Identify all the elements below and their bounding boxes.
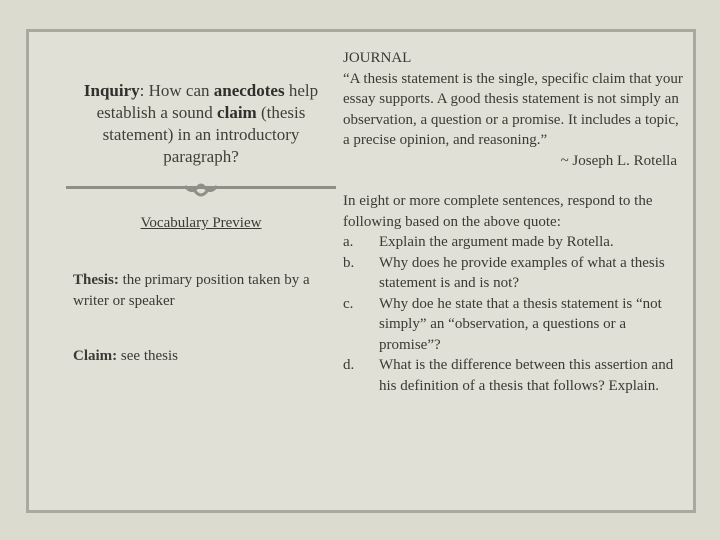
term: Thesis: — [73, 272, 119, 288]
slide-title — [70, 80, 332, 168]
ornament-icon — [183, 180, 219, 200]
prompt-text: In eight or more complete sentences, respond to the following based on the above quote: — [343, 193, 653, 230]
definition-text: the primary position taken by a writer or speaker — [73, 272, 310, 309]
question-list — [343, 232, 683, 396]
list-item — [343, 355, 683, 396]
list-item — [343, 294, 683, 356]
definition-text: see thesis — [117, 348, 178, 364]
title-text: (thesis statement) in an introductory paragraph? — [102, 103, 306, 166]
list-marker: d. — [343, 357, 355, 373]
journal-heading: JOURNAL — [343, 50, 412, 66]
list-marker: b. — [343, 254, 355, 271]
definition-claim — [73, 346, 333, 367]
term: Claim: — [73, 348, 118, 364]
definition-thesis — [73, 270, 333, 312]
list-marker: a. — [343, 234, 354, 250]
list-item — [343, 253, 683, 294]
title-anecdotes: anecdotes — [213, 81, 285, 100]
question-text: Why doe he state that a thesis statement is “not simply” an “observation, a questions or a promise”? — [379, 295, 662, 353]
title-inquiry: Inquiry — [83, 81, 140, 100]
question-text: Why does he provide examples of what a thesis statement is and is not? — [379, 254, 665, 291]
list-marker: c. — [343, 295, 354, 312]
journal-quote: “A thesis statement is the single, specific claim that your essay supports. A good thesis statement is not simply an observation, a question or a promise. It includes a topic, a precise opinion, and reasoning.” — [343, 70, 683, 148]
title-text: help establish a sound — [96, 81, 319, 122]
question-text: Explain the argument made by Rotella. — [379, 234, 614, 250]
title-text: : How can — [139, 81, 214, 100]
vocabulary-heading: Vocabulary Preview — [140, 215, 262, 231]
quote-author: ~ Joseph L. Rotella — [560, 152, 677, 169]
question-text: What is the difference between this assertion and his definition of a thesis that follows? Explain. — [379, 357, 674, 394]
title-claim: claim — [217, 103, 257, 122]
list-item — [343, 232, 683, 253]
journal-panel — [343, 48, 683, 396]
